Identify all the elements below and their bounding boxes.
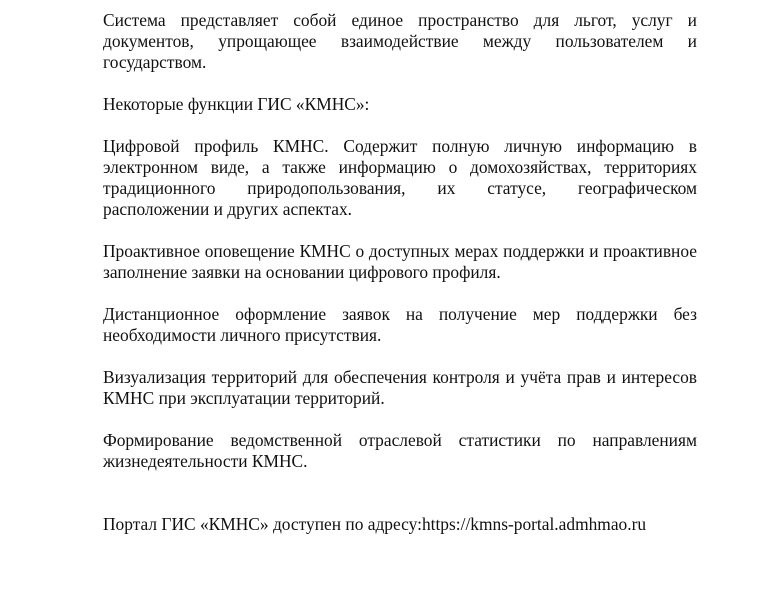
portal-url: https://kmns-portal.admhmao.ru xyxy=(421,514,647,534)
function-digital-profile: Цифровой профиль КМНС. Содержит полную личную информацию в электронном виде, а также информацию о домохозяйствах, территориях традиционного природопользования, их статусе, географическом расположении и других аспектах. xyxy=(103,136,697,219)
document-page xyxy=(103,10,697,556)
portal-text: Портал ГИС «КМНС» доступен по адресу: xyxy=(103,514,422,534)
function-statistics: Формирование ведомственной отраслевой статистики по направлениям жизнедеятельности КМНС. xyxy=(103,430,697,471)
function-proactive-notification: Проактивное оповещение КМНС о доступных мерах поддержки и проактивное заполнение заявки на основании цифрового профиля. xyxy=(103,241,697,282)
portal-paragraph xyxy=(103,514,697,535)
functions-heading: Некоторые функции ГИС «КМНС»: xyxy=(103,94,370,114)
function-remote-applications: Дистанционное оформление заявок на получение мер поддержки без необходимости личного присутствия. xyxy=(103,304,697,345)
function-territory-visualization: Визуализация территорий для обеспечения контроля и учёта прав и интересов КМНС при эксплуатации территорий. xyxy=(103,367,697,408)
intro-paragraph: Система представляет собой единое пространство для льгот, услуг и документов, упрощающее взаимодействие между пользователем и государством. xyxy=(103,10,697,72)
